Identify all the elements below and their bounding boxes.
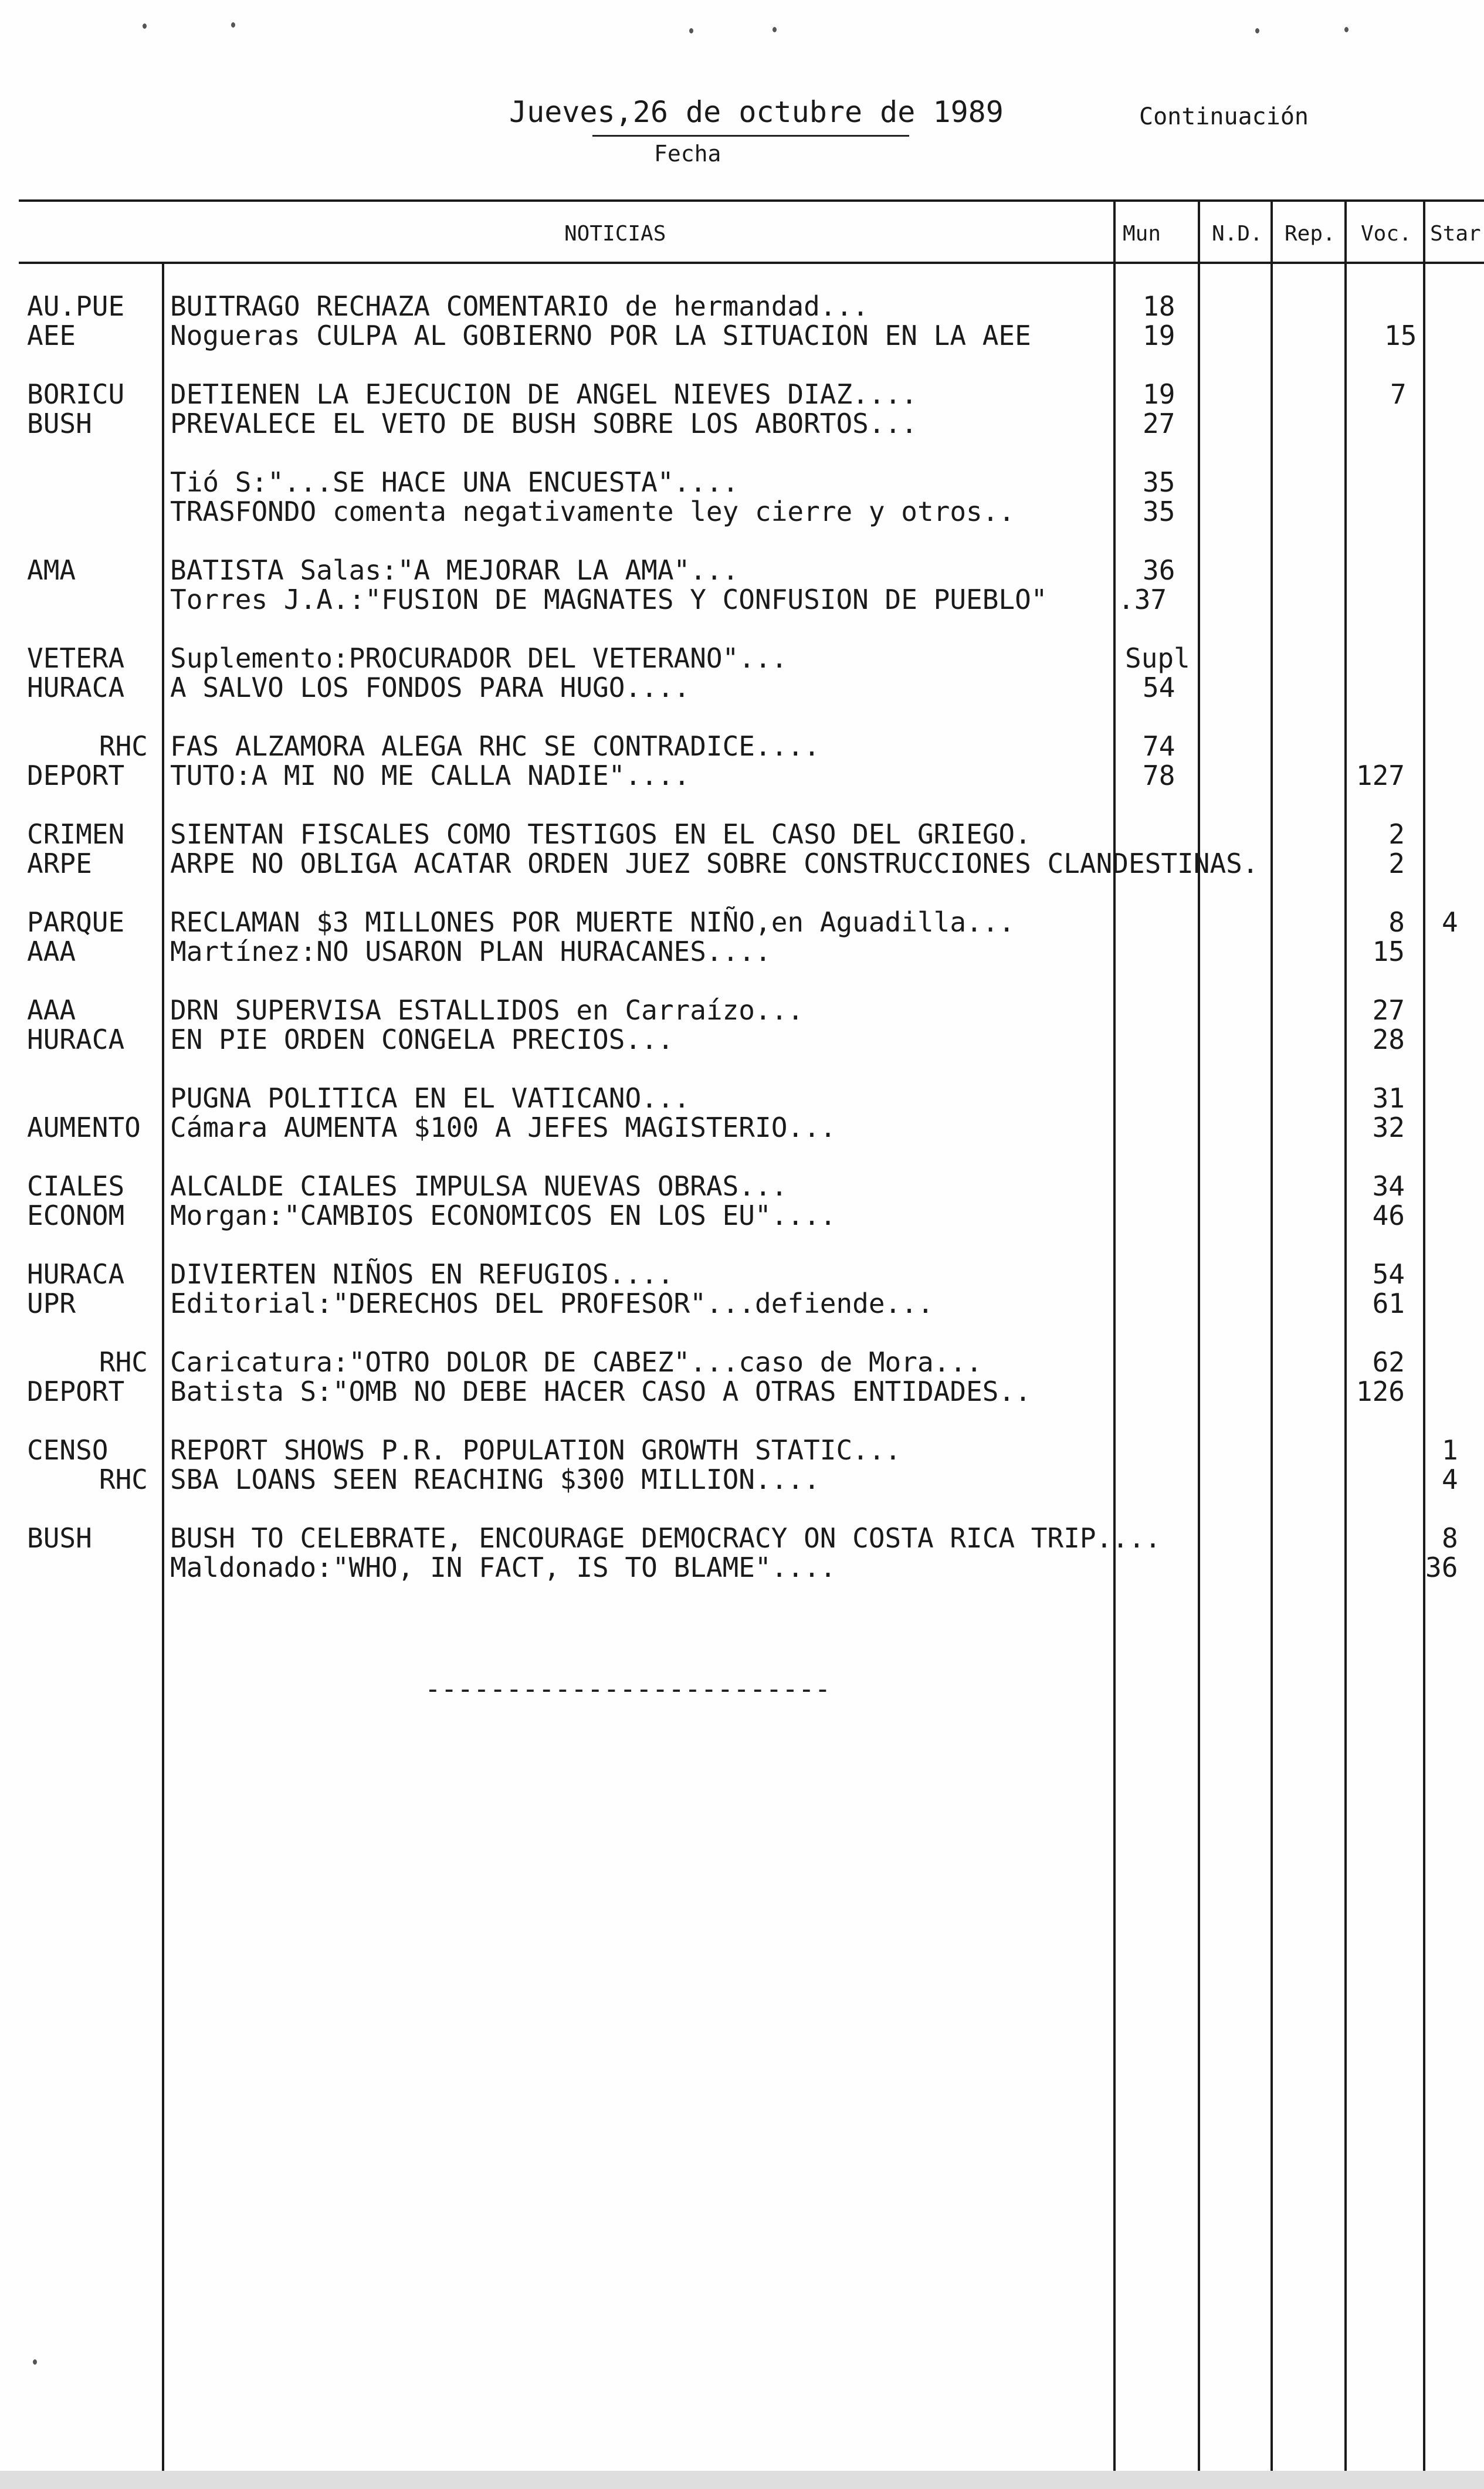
section-tag: CRIMEN: [27, 818, 125, 850]
section-tag: BUSH: [27, 408, 92, 439]
news-headline: DIVIERTEN NIÑOS EN REFUGIOS....: [170, 1258, 674, 1290]
news-headline: Cámara AUMENTA $100 A JEFES MAGISTERIO...: [170, 1112, 836, 1143]
voc-page: 7: [1390, 378, 1407, 410]
star-page: 1: [1442, 1434, 1458, 1466]
mun-page: 19: [1143, 378, 1175, 410]
table-top-rule: [19, 199, 1484, 202]
scan-mark: [33, 2359, 37, 2365]
table-row: [0, 1112, 1484, 1143]
news-headline: FAS ALZAMORA ALEGA RHC SE CONTRADICE....: [170, 730, 820, 762]
table-row: [0, 672, 1484, 703]
news-headline: Editorial:"DERECHOS DEL PROFESOR"...defiende...: [170, 1288, 934, 1319]
table-row: [0, 1288, 1484, 1319]
column-divider-nd: [1198, 199, 1200, 2489]
table-row: [0, 1523, 1484, 1553]
mun-page: 54: [1143, 672, 1175, 703]
news-headline: SBA LOANS SEEN REACHING $300 MILLION....: [170, 1464, 820, 1495]
section-tag: CIALES: [27, 1170, 125, 1202]
news-headline: Caricatura:"OTRO DOLOR DE CABEZ"...caso de Mora...: [170, 1346, 982, 1378]
table-row: [0, 584, 1484, 615]
continuation-label: Continuación: [1139, 103, 1309, 130]
voc-page: 31: [1372, 1082, 1405, 1114]
table-row: [0, 936, 1484, 967]
table-row: [0, 1464, 1484, 1495]
news-headline: BATISTA Salas:"A MEJORAR LA AMA"...: [170, 554, 739, 586]
scan-mark: [1344, 27, 1349, 32]
table-row: [0, 408, 1484, 439]
news-headline: Morgan:"CAMBIOS ECONOMICOS EN LOS EU"....: [170, 1200, 836, 1231]
document-date: Jueves,26 de octubre de 1989: [509, 95, 1004, 129]
news-headline: Torres J.A.:"FUSION DE MAGNATES Y CONFUSION DE PUEBLO": [170, 584, 1048, 615]
news-headline: ALCALDE CIALES IMPULSA NUEVAS OBRAS...: [170, 1170, 788, 1202]
mun-page: 74: [1143, 730, 1175, 762]
news-headline: Tió S:"...SE HACE UNA ENCUESTA"....: [170, 466, 739, 498]
table-row: [0, 291, 1484, 321]
section-tag: ECONOM: [27, 1200, 125, 1231]
voc-page: 2: [1388, 848, 1405, 879]
section-tag: BUSH: [27, 1522, 92, 1554]
table-row: [0, 379, 1484, 409]
table-header-rule: [19, 262, 1484, 264]
section-tag: RHC: [99, 1464, 148, 1495]
mun-page: 19: [1143, 320, 1175, 351]
table-row: [0, 819, 1484, 849]
mun-page: 35: [1143, 496, 1175, 527]
table-row: [0, 496, 1484, 527]
column-divider-voc: [1344, 199, 1347, 2489]
table-row: [0, 1347, 1484, 1377]
section-tag: ARPE: [27, 848, 92, 879]
scan-bottom-band: [0, 2471, 1484, 2489]
voc-page: 2: [1388, 818, 1405, 850]
news-headline: Batista S:"OMB NO DEBE HACER CASO A OTRAS ENTIDADES..: [170, 1376, 1031, 1407]
news-headline: TRASFONDO comenta negativamente ley cierre y otros..: [170, 496, 1015, 527]
voc-page: 15: [1384, 320, 1417, 351]
star-page: 4: [1442, 1464, 1458, 1495]
table-row: [0, 1024, 1484, 1055]
section-tag: DEPORT: [27, 760, 125, 791]
table-row: [0, 643, 1484, 673]
news-headline: TUTO:A MI NO ME CALLA NADIE"....: [170, 760, 690, 791]
section-tag: AEE: [27, 320, 76, 351]
news-headline: A SALVO LOS FONDOS PARA HUGO....: [170, 672, 690, 703]
section-tag: HURACA: [27, 672, 125, 703]
table-row: [0, 731, 1484, 761]
section-tag: BORICU: [27, 378, 125, 410]
mun-page: 78: [1143, 760, 1175, 791]
column-header-noticias: NOTICIAS: [564, 222, 666, 246]
table-row: [0, 1200, 1484, 1231]
news-headline: BUITRAGO RECHAZA COMENTARIO de hermandad...: [170, 290, 869, 322]
star-page: 4: [1442, 906, 1458, 938]
table-row: [0, 467, 1484, 497]
column-header-rep: Rep.: [1285, 222, 1336, 246]
section-tag: VETERA: [27, 642, 125, 674]
section-tag: RHC: [99, 1346, 148, 1378]
voc-page: 126: [1356, 1376, 1405, 1407]
scan-mark: [231, 22, 235, 28]
news-headline: RECLAMAN $3 MILLONES POR MUERTE NIÑO,en Aguadilla...: [170, 906, 1015, 938]
news-headline: DETIENEN LA EJECUCION DE ANGEL NIEVES DIAZ....: [170, 378, 917, 410]
news-headline: DRN SUPERVISA ESTALLIDOS en Carraízo...: [170, 994, 804, 1026]
section-tag: AAA: [27, 936, 76, 967]
news-headline: PUGNA POLITICA EN EL VATICANO...: [170, 1082, 690, 1114]
section-tag: PARQUE: [27, 906, 125, 938]
section-tag: RHC: [99, 730, 148, 762]
news-headline: REPORT SHOWS P.R. POPULATION GROWTH STATIC...: [170, 1434, 902, 1466]
column-header-mun: Mun: [1123, 222, 1161, 246]
scan-mark: [689, 28, 693, 33]
table-row: [0, 907, 1484, 937]
voc-page: 34: [1372, 1170, 1405, 1202]
section-tag: AAA: [27, 994, 76, 1026]
voc-page: 8: [1388, 906, 1405, 938]
column-header-voc: Voc.: [1361, 222, 1412, 246]
news-headline: Nogueras CULPA AL GOBIERNO POR LA SITUACION EN LA AEE: [170, 320, 1031, 351]
star-page: 8: [1442, 1522, 1458, 1554]
column-header-star: Star: [1430, 222, 1481, 246]
news-headline: PREVALECE EL VETO DE BUSH SOBRE LOS ABORTOS...: [170, 408, 917, 439]
mun-page: 36: [1143, 554, 1175, 586]
table-row: [0, 1376, 1484, 1407]
column-header-nd: N.D.: [1212, 222, 1263, 246]
date-label: Fecha: [654, 141, 721, 167]
news-headline: Maldonado:"WHO, IN FACT, IS TO BLAME"....: [170, 1552, 836, 1583]
mun-page: 18: [1143, 290, 1175, 322]
section-tag: DEPORT: [27, 1376, 125, 1407]
column-divider-mun: [1113, 199, 1116, 2489]
star-page: 36: [1425, 1552, 1458, 1583]
mun-page: Supl: [1125, 642, 1190, 674]
table-row: [0, 1552, 1484, 1583]
section-tag: CENSO: [27, 1434, 109, 1466]
closing-separator: -------------------------: [425, 1673, 831, 1705]
news-headline: SIENTAN FISCALES COMO TESTIGOS EN EL CASO DEL GRIEGO.: [170, 818, 1031, 850]
voc-page: 32: [1372, 1112, 1405, 1143]
table-row: [0, 1435, 1484, 1465]
table-row: [0, 1259, 1484, 1289]
mun-page: 35: [1143, 466, 1175, 498]
news-headline: ARPE NO OBLIGA ACATAR ORDEN JUEZ SOBRE CONSTRUCCIONES CLANDESTINAS.: [170, 848, 1259, 879]
table-row: [0, 760, 1484, 791]
column-divider-rep: [1270, 199, 1273, 2489]
voc-page: 127: [1356, 760, 1405, 791]
voc-page: 28: [1372, 1024, 1405, 1055]
news-headline: BUSH TO CELEBRATE, ENCOURAGE DEMOCRACY ON COSTA RICA TRIP....: [170, 1522, 1161, 1554]
table-row: [0, 555, 1484, 585]
news-headline: Suplemento:PROCURADOR DEL VETERANO"...: [170, 642, 788, 674]
section-tag: AU.PUE: [27, 290, 125, 322]
voc-page: 62: [1372, 1346, 1405, 1378]
section-tag: AMA: [27, 554, 76, 586]
table-row: [0, 1083, 1484, 1113]
column-divider-star: [1423, 199, 1425, 2489]
section-tag: HURACA: [27, 1024, 125, 1055]
section-tag: AUMENTO: [27, 1112, 141, 1143]
scan-mark: [143, 23, 147, 29]
news-headline: Martínez:NO USARON PLAN HURACANES....: [170, 936, 771, 967]
scan-mark: [1255, 28, 1259, 33]
table-row: [0, 320, 1484, 351]
voc-page: 15: [1372, 936, 1405, 967]
news-headline: EN PIE ORDEN CONGELA PRECIOS...: [170, 1024, 674, 1055]
date-underline: [592, 135, 909, 137]
voc-page: 46: [1372, 1200, 1405, 1231]
table-row: [0, 848, 1484, 879]
voc-page: 27: [1372, 994, 1405, 1026]
section-tag: HURACA: [27, 1258, 125, 1290]
voc-page: 61: [1372, 1288, 1405, 1319]
section-tag: UPR: [27, 1288, 76, 1319]
table-row: [0, 995, 1484, 1025]
voc-page: 54: [1372, 1258, 1405, 1290]
mun-page: .37: [1118, 584, 1167, 615]
mun-page: 27: [1143, 408, 1175, 439]
scan-mark: [773, 27, 777, 32]
table-row: [0, 1171, 1484, 1201]
